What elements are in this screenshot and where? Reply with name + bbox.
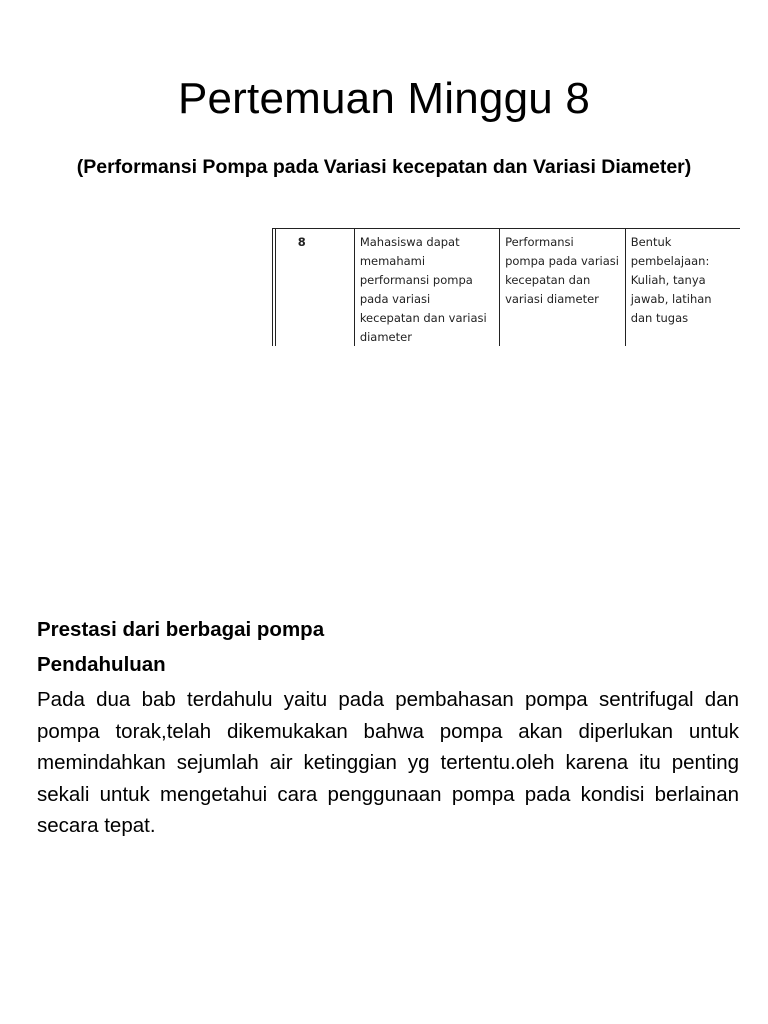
topic-text: Performansi pompa pada variasi kecepatan dan variasi diameter (505, 235, 619, 306)
learning-form-cell (625, 229, 740, 347)
learning-form-text: Bentuk pembelajaan: Kuliah, tanya jawab, latihan dan tugas (630, 235, 712, 325)
objective-cell (354, 229, 499, 347)
syllabus-table-excerpt (272, 228, 740, 346)
objective-text: Mahasiswa dapat memahami performansi pompa pada variasi kecepatan dan variasi diameter (359, 235, 487, 344)
slide-title: Pertemuan Minggu 8 (177, 74, 591, 123)
slide-subtitle: (Performansi Pompa pada Variasi kecepatan dan Variasi Diameter) (76, 156, 692, 178)
slide-content (37, 614, 739, 842)
intro-paragraph: Pada dua bab terdahulu yaitu pada pembahasan pompa sentrifugal dan pompa torak,telah dikemukakan bahwa pompa akan diperlukan untuk memindahkan sejumlah air ketinggian yg tertentu.oleh karena itu penting sekali untuk mengetahui cara penggunaan pompa pada kondisi berlainan secara tepat. (37, 688, 739, 837)
week-cell (275, 229, 354, 347)
section-heading-pendahuluan: Pendahuluan (37, 653, 166, 676)
syllabus-table (272, 228, 740, 346)
table-row (273, 229, 741, 347)
topic-cell (500, 229, 626, 347)
section-heading-prestasi: Prestasi dari berbagai pompa (37, 618, 325, 641)
week-number: 8 (297, 235, 306, 249)
